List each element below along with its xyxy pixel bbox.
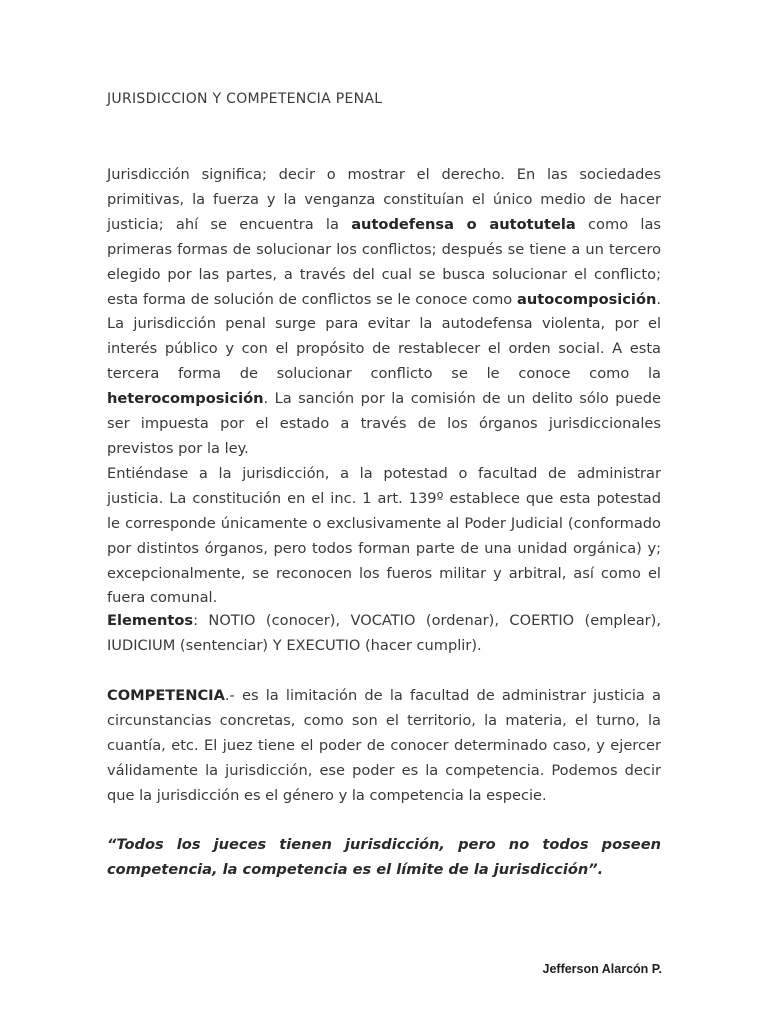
body-text-block bbox=[107, 163, 661, 611]
quote: “Todos los jueces tienen jurisdicción, pero no todos poseen competencia, la competencia es el límite de la jurisdicción”. bbox=[107, 836, 661, 878]
paragraph-potestad: Entiéndase a la jurisdicción, a la potestad o facultad de administrar justicia. La constitución en el inc. 1 art. 139º establece que esta potestad le corresponde únicamente o exclusivamente al Poder Judicial (conformado por distintos órganos, pero todos forman parte de una unidad orgánica) y; excepcionalmente, se reconocen los fueros militar y arbitral, así como el fuera comunal. bbox=[107, 464, 661, 607]
elementos-text: : NOTIO (conocer), VOCATIO (ordenar), COERTIO (emplear), IUDICIUM (sentenciar) Y EXECUTIO (hacer cumplir). bbox=[107, 612, 661, 654]
competencia-text: .- es la limitación de la facultad de administrar justicia a circunstancias concretas, como son el territorio, la materia, el turno, la cuantía, etc. El juez tiene el poder de conocer determinado caso, y ejercer válidamente la jurisdicción, ese poder es la competencia. Podemos decir que la jurisdicción es el género y la competencia la especie. bbox=[107, 687, 661, 804]
elementos-label: Elementos bbox=[107, 612, 194, 629]
paragraph-elementos bbox=[107, 609, 661, 659]
bold-term-autocomposicion: autocomposición bbox=[517, 290, 657, 308]
document-title: JURISDICCION Y COMPETENCIA PENAL bbox=[107, 91, 383, 107]
paragraph-jurisdiccion bbox=[107, 163, 661, 462]
bold-term-heterocomposicion: heterocomposición bbox=[107, 390, 264, 408]
competencia-label: COMPETENCIA bbox=[107, 687, 225, 704]
paragraph-text: . La jurisdicción penal surge para evitar la autodefensa violenta, por el interés público y con el propósito de restablecer el orden social. A esta tercera forma de solucionar conflicto se le conoce como la bbox=[107, 290, 661, 383]
paragraph-competencia bbox=[107, 684, 661, 809]
bold-term-autodefensa: autodefensa o autotutela bbox=[351, 215, 576, 233]
paragraph-text: como las primeras formas de solucionar los conflictos; después se tiene a un tercero elegido por las partes, a través del cual se busca solucionar el conflicto; esta forma de solución de conflictos se le conoce como bbox=[107, 215, 661, 308]
paragraph-text: . La sanción por la comisión de un delito sólo puede ser impuesta por el estado a través de los órganos jurisdiccionales previstos por la ley. bbox=[107, 390, 661, 457]
paragraph-text: Jurisdicción significa; decir o mostrar el derecho. En las sociedades primitivas, la fuerza y la venganza constituían el único medio de hacer justicia; ahí se encuentra la bbox=[107, 166, 661, 233]
author-signature: Jefferson Alarcón P. bbox=[542, 962, 662, 976]
